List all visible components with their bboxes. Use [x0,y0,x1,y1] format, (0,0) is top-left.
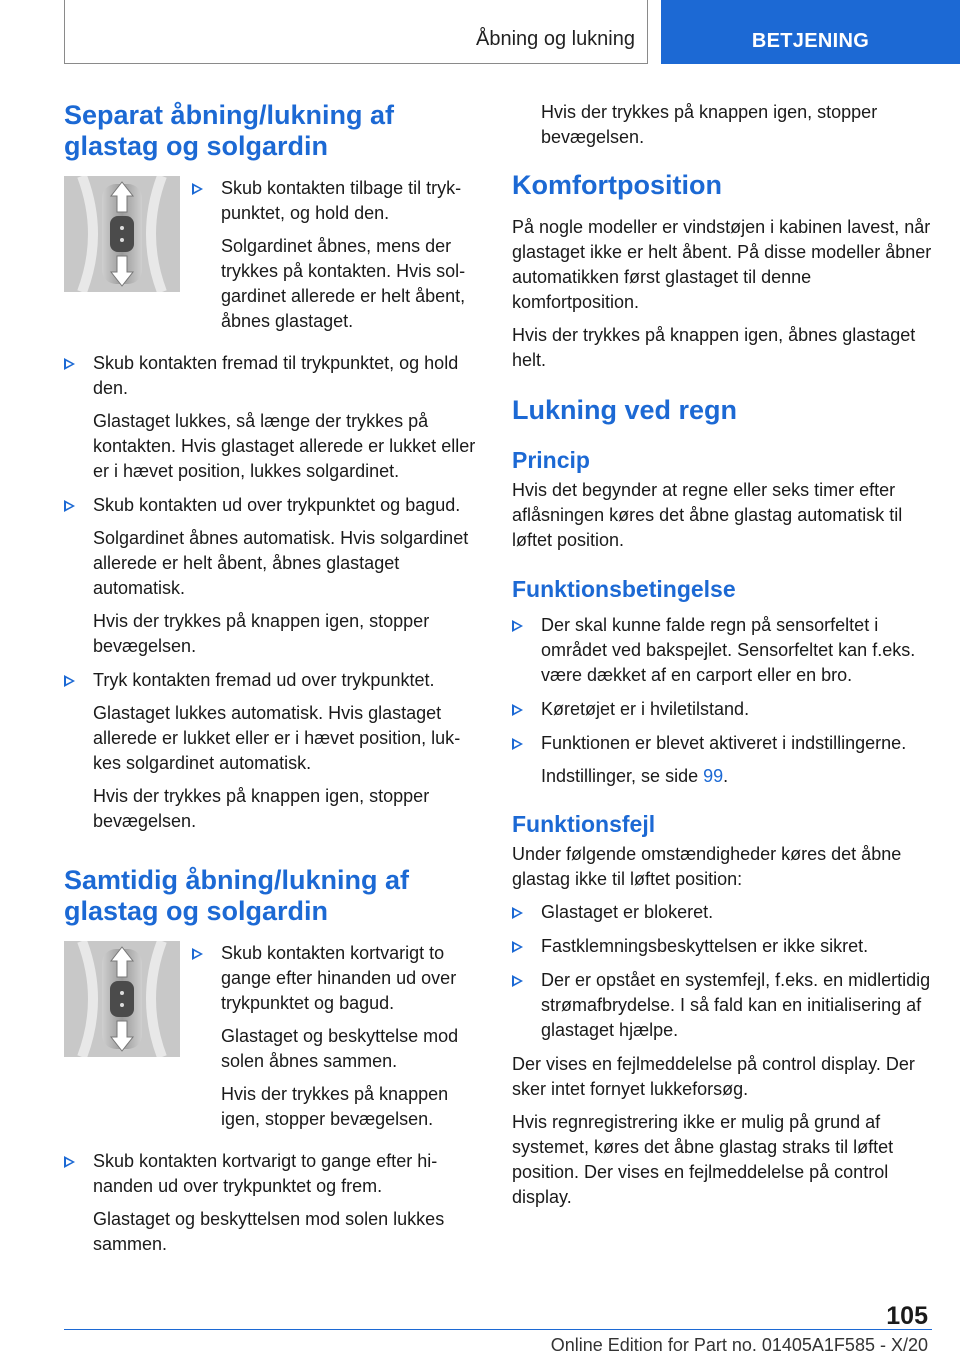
heading-separat: Separat åbning/lukning af glastag og solgardin [64,100,395,161]
settings-reference [541,764,932,789]
bullet-triangle-icon [512,941,523,953]
page-number: 105 [886,1302,928,1330]
bullet-triangle-icon [64,675,75,687]
bullet-text: Glastaget er blokeret. [541,902,714,922]
chapter-tab[interactable] [661,0,960,64]
list-item [512,900,932,925]
heading-princip: Princip [512,447,590,473]
heading-lukning-ved-regn: Lukning ved regn [512,395,738,425]
bullet-triangle-icon [512,907,523,919]
chapter-tab-label: BETJENING [751,30,870,52]
bullet-text: Skub kontakten ud over trykpunktet og bagud. [93,495,461,515]
bullet-text: Der skal kunne falde regn på sensorfeltet i området ved bakspejlet. Sensorfeltet kan f.eks. være dækket af en carport eller en bro. [541,615,916,685]
right-column [512,100,932,1218]
heading-funktionsfejl: Funktionsfejl [512,811,656,837]
bullet-subtext: Glastaget og beskyttelse mod solen åbnes sammen. [221,1026,459,1071]
bullet-subtext: Glastaget og beskyttelsen mod solen lukkes sammen. [93,1209,445,1254]
roof-switch-up-down-icon [64,941,180,1057]
section-title: Åbning og lukning [475,28,635,50]
bullet-subtext: Hvis der trykkes på knappen igen, stopper bevægelsen. [93,611,430,656]
roof-switch-up-down-icon [64,176,180,292]
bullet-text: Skub kontakten kortvarigt to gange efter hinanden ud over trykpunktet og bagud. [221,943,457,1013]
bullet-subtext: Solgardinet åbnes, mens der trykkes på kontakten. Hvis solgardinet allerede er helt åbent, åbnes glastaget. [221,236,466,331]
list-item [64,668,480,834]
left-column [64,100,480,1266]
heading-funktionsbetingelse: Funktionsbetingelse [512,576,736,602]
fejl-intro: Under følgende omstændigheder køres det åbne glastag ikke til løftet position: [512,844,902,889]
separat-list-a [192,176,480,343]
bullet-subtext: Hvis der trykkes på knappen igen, stopper bevægelsen. [93,786,430,831]
samtidig-figure-row [64,941,480,1141]
list-item [512,613,932,688]
list-item [512,731,932,789]
fejl-paragraph-1: Der vises en fejlmeddelelse på control display. Der sker intet fornyet lukkeforsøg. [512,1054,915,1099]
list-item [64,351,480,484]
samtidig-list-a [192,941,480,1141]
bullet-text: Køretøjet er i hviletilstand. [541,699,750,719]
bullet-text: Der er opstået en systemfejl, f.eks. en midlertidig strømafbrydelse. I så fald kan en initialisering af glastaget hjælpe. [541,970,931,1040]
bullet-text: Tryk kontakten fremad ud over trykpunktet. [93,670,435,690]
princip-text: Hvis det begynder at regne eller seks timer efter aflåsningen køres det åbne glastag automatisk til løftet position. [512,480,903,550]
bullet-text: Skub kontakten fremad til trykpunktet, og hold den. [93,353,459,398]
komfort-paragraph-1: På nogle modeller er vindstøjen i kabinen lavest, når glastaget ikke er helt åbent. På disse modeller åbner automatikken først glastaget til denne komfortposition. [512,217,932,312]
heading-samtidig: Samtidig åbning/lukning af glastag og solgardin [64,865,410,926]
list-item [192,176,480,334]
heading-komfortposition: Komfortposition [512,170,722,200]
footer-divider [64,1329,932,1330]
bullet-triangle-icon [192,948,203,960]
header-section-box [64,0,648,64]
list-item [192,941,480,1132]
footer-edition-text: Online Edition for Part no. 01405A1F585 - X/20 [550,1335,928,1355]
continued-text: Hvis der trykkes på knappen igen, stopper bevægelsen. [541,102,878,147]
bullet-triangle-icon [64,500,75,512]
bullet-triangle-icon [512,620,523,632]
bullet-triangle-icon [512,738,523,750]
komfort-paragraph-2: Hvis der trykkes på knappen igen, åbnes glastaget helt. [512,325,916,370]
list-item [512,697,932,722]
bullet-triangle-icon [64,1156,75,1168]
bullet-triangle-icon [192,183,203,195]
list-item [512,934,932,959]
bullet-subtext: Solgardinet åbnes automatisk. Hvis solgardinet allerede er helt åbent, åbnes glastaget automatisk. [93,528,469,598]
list-item [512,968,932,1043]
bullet-triangle-icon [64,358,75,370]
bullet-text: Skub kontakten tilbage til trykpunktet, og hold den. [221,178,462,223]
bullet-triangle-icon [512,975,523,987]
page-link-99[interactable]: 99 [703,766,724,786]
bullet-text: Funktionen er blevet aktiveret i indstillingerne. [541,733,907,753]
bullet-text: Fastklemningsbeskyttelsen er ikke sikret. [541,936,869,956]
settings-reference-suffix: . [723,766,729,786]
list-item [64,493,480,659]
bullet-triangle-icon [512,704,523,716]
list-item [64,1149,480,1257]
bullet-subtext: Hvis der trykkes på knappen igen, stopper bevægelsen. [221,1084,449,1129]
bullet-subtext: Glastaget lukkes, så længe der trykkes på kontakten. Hvis glastaget allerede er lukket eller er i hævet position, lukkes solgardinet. [93,411,476,481]
bullet-subtext: Glastaget lukkes automatisk. Hvis glastaget allerede er lukket eller er i hævet position, lukkes solgardinet automatisk. [93,703,461,773]
separat-figure-row [64,176,480,343]
fejl-paragraph-2: Hvis regnregistrering ikke er mulig på grund af systemet, køres det åbne glastag straks til løftet position. Der vises en fejlmeddelelse på control display. [512,1112,894,1207]
settings-reference-text: Indstillinger, se side [541,766,704,786]
bullet-text: Skub kontakten kortvarigt to gange efter hinanden ud over trykpunktet og frem. [93,1151,438,1196]
